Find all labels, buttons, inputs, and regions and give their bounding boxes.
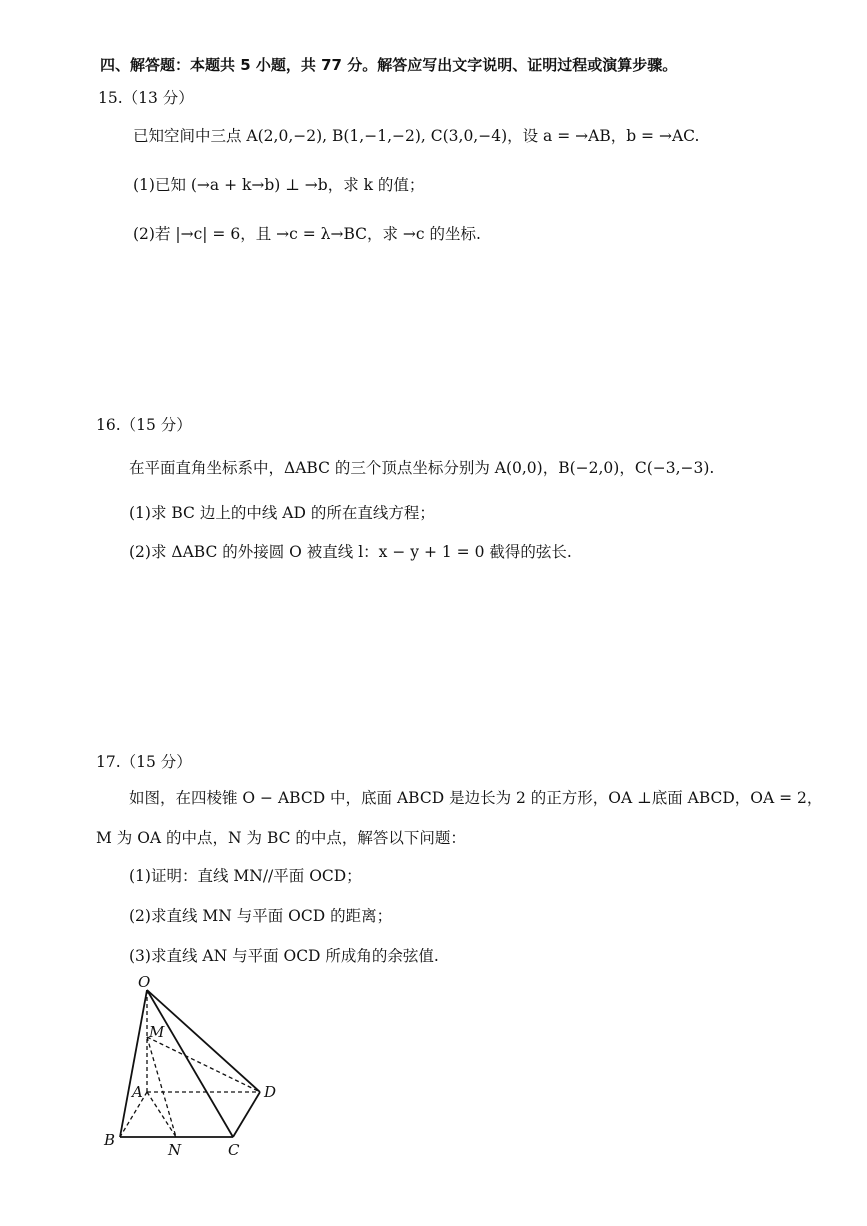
label-B: B bbox=[104, 1131, 116, 1149]
problem-16-number: 16.（15 分） bbox=[96, 416, 192, 434]
edge-CD bbox=[233, 1092, 260, 1137]
label-N: N bbox=[168, 1141, 182, 1159]
problem-17-part-3: (3)求直线 AN 与平面 OCD 所成角的余弦值. bbox=[129, 947, 439, 965]
section-heading: 四、解答题：本题共 5 小题，共 77 分。解答应写出文字说明、证明过程或演算步骤。 bbox=[100, 56, 678, 74]
problem-17-part-2: (2)求直线 MN 与平面 OCD 的距离； bbox=[129, 907, 393, 925]
problem-17-number: 17.（15 分） bbox=[96, 753, 192, 771]
label-M: M bbox=[149, 1023, 165, 1041]
problem-17-part-1: (1)证明：直线 MN//平面 OCD； bbox=[129, 867, 362, 885]
problem-17-stem-line-1: 如图，在四棱锥 O − ABCD 中，底面 ABCD 是边长为 2 的正方形，OA ⊥底面 ABCD，OA = 2， bbox=[129, 789, 823, 807]
problem-15-number: 15.（13 分） bbox=[98, 89, 194, 107]
label-C: C bbox=[228, 1141, 240, 1159]
label-A: A bbox=[132, 1083, 143, 1101]
edge-OD bbox=[147, 990, 260, 1092]
edge-OC bbox=[147, 990, 233, 1137]
edge-OB bbox=[120, 990, 147, 1137]
segment-MN-dashed bbox=[147, 1037, 176, 1137]
problem-16-part-1: (1)求 BC 边上的中线 AD 的所在直线方程； bbox=[129, 504, 435, 522]
label-O: O bbox=[138, 975, 151, 991]
problem-17-stem-line-2: M 为 OA 的中点，N 为 BC 的中点，解答以下问题： bbox=[96, 829, 466, 847]
segment-AN-dashed bbox=[147, 1092, 176, 1137]
pyramid-figure bbox=[100, 975, 300, 1165]
label-D: D bbox=[264, 1083, 277, 1101]
problem-16-part-2: (2)求 ΔABC 的外接圆 O 被直线 l：x − y + 1 = 0 截得的弦长. bbox=[129, 543, 572, 561]
problem-15-part-2: (2)若 |→c| = 6，且 →c = λ→BC，求 →c 的坐标. bbox=[133, 225, 481, 243]
segment-MD-dashed bbox=[147, 1037, 260, 1092]
problem-15-stem: 已知空间中三点 A(2,0,−2), B(1,−1,−2), C(3,0,−4)，设 a = →AB，b = →AC. bbox=[133, 127, 700, 145]
problem-15-part-1: (1)已知 (→a + k→b) ⊥ →b，求 k 的值； bbox=[133, 176, 425, 194]
problem-16-stem: 在平面直角坐标系中，ΔABC 的三个顶点坐标分别为 A(0,0)，B(−2,0)，C(−3,−3). bbox=[129, 459, 715, 477]
